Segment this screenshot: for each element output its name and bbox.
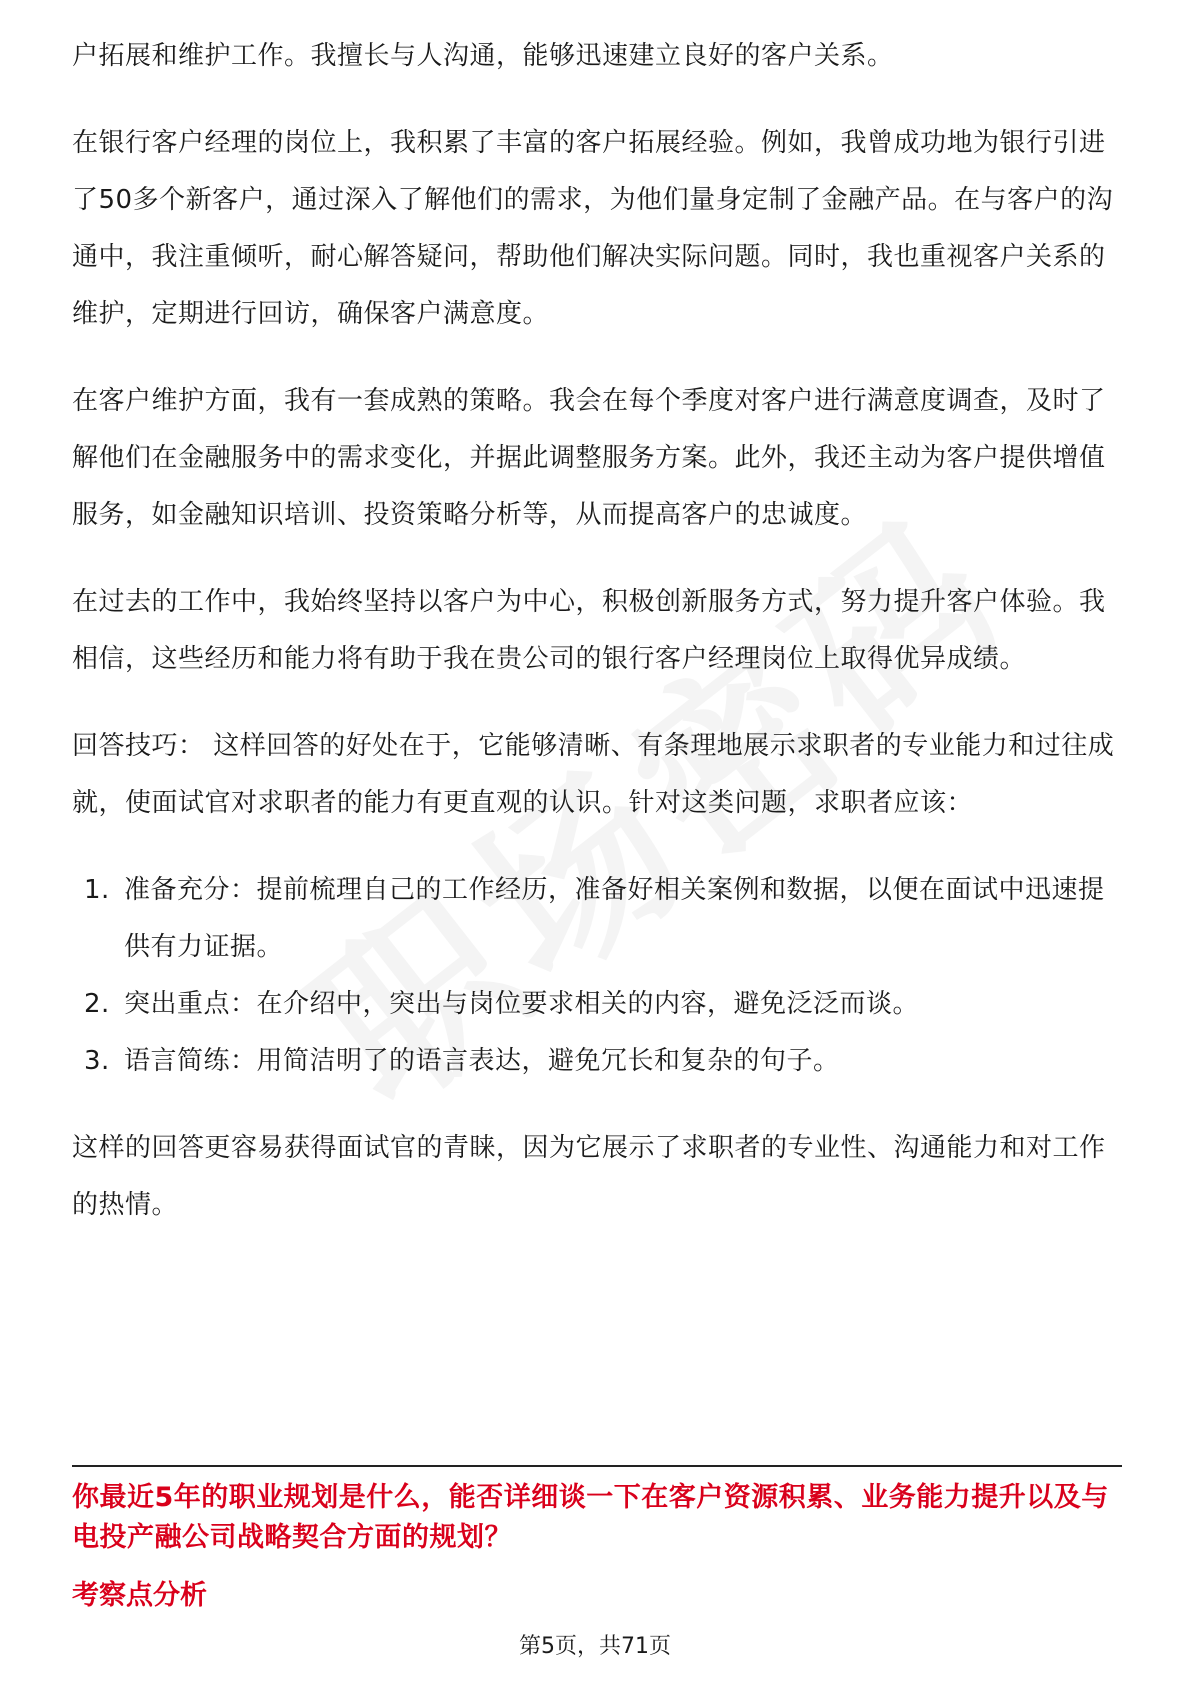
list-item-text: 突出重点：在介绍中，突出与岗位要求相关的内容，避免泛泛而谈。 bbox=[124, 989, 920, 1019]
paragraph-client-maintenance: 在客户维护方面，我有一套成熟的策略。我会在每个季度对客户进行满意度调查，及时了解他们在金融服务中的需求变化，并据此调整服务方案。此外，我还主动为客户提供增值服务，如金融知识培训、投资策略分析等，从而提高客户的忠诚度。 bbox=[72, 386, 1106, 530]
section-divider bbox=[72, 1465, 1122, 1467]
body-content bbox=[72, 28, 1122, 1264]
paragraph-closing: 这样的回答更容易获得面试官的青睐，因为它展示了求职者的专业性、沟通能力和对工作的热情。 bbox=[72, 1133, 1106, 1220]
section-subheading: 考察点分析 bbox=[72, 1580, 207, 1611]
list-item bbox=[72, 976, 1122, 1033]
paragraph-answer-tips: 回答技巧： 这样回答的好处在于，它能够清晰、有条理地展示求职者的专业能力和过往成就，使面试官对求职者的能力有更直观的认识。针对这类问题，求职者应该： bbox=[72, 731, 1115, 818]
list-item bbox=[72, 1033, 1122, 1090]
paragraph-client-expansion: 在银行客户经理的岗位上，我积累了丰富的客户拓展经验。例如，我曾成功地为银行引进了50多个新客户，通过深入了解他们的需求，为他们量身定制了金融产品。在与客户的沟通中，我注重倾听，耐心解答疑问，帮助他们解决实际问题。同时，我也重视客户关系的维护，定期进行回访，确保客户满意度。 bbox=[72, 128, 1114, 329]
interview-question: 你最近5年的职业规划是什么，能否详细谈一下在客户资源积累、业务能力提升以及与电投产融公司战略契合方面的规划？ bbox=[72, 1482, 1109, 1553]
list-item-number: 1. bbox=[84, 875, 110, 905]
list-item-text: 语言简练：用简洁明了的语言表达，避免冗长和复杂的句子。 bbox=[124, 1046, 840, 1076]
list-item-number: 3. bbox=[84, 1046, 110, 1076]
page-number-footer: 第5页，共71页 bbox=[519, 1634, 671, 1659]
list-item bbox=[72, 862, 1122, 976]
paragraph-intro-tail: 户拓展和维护工作。我擅长与人沟通，能够迅速建立良好的客户关系。 bbox=[72, 41, 894, 71]
paragraph-past-work: 在过去的工作中，我始终坚持以客户为中心，积极创新服务方式，努力提升客户体验。我相信，这些经历和能力将有助于我在贵公司的银行客户经理岗位上取得优异成绩。 bbox=[72, 587, 1106, 674]
list-item-number: 2. bbox=[84, 989, 110, 1019]
tips-list bbox=[72, 862, 1122, 1090]
list-item-text: 准备充分：提前梳理自己的工作经历，准备好相关案例和数据，以便在面试中迅速提供有力证据。 bbox=[124, 875, 1105, 962]
